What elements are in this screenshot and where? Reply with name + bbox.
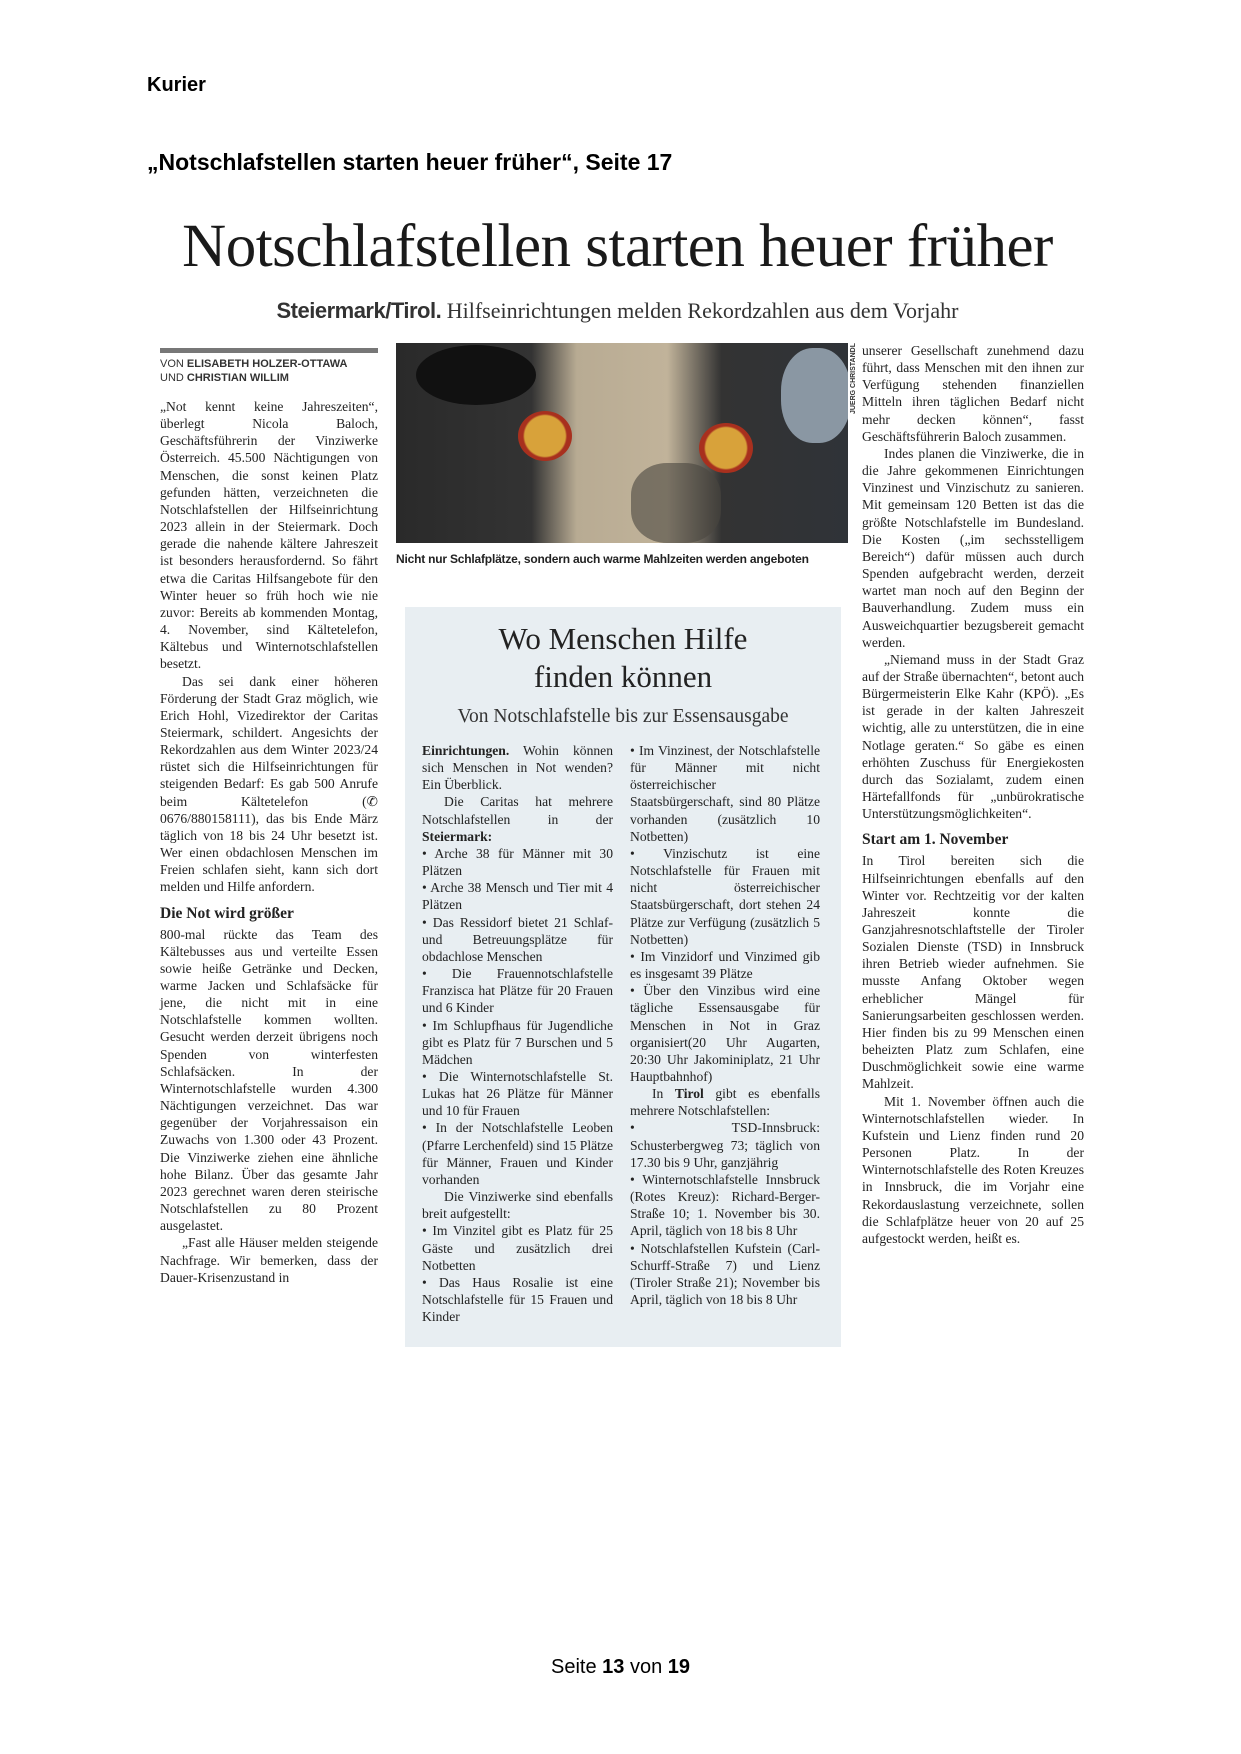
paragraph-text: • Im Vinzidorf und Vinzimed gib es insgesamt 39 Plätze xyxy=(630,948,820,982)
paragraph-text: • Das Haus Rosalie ist eine Notschlafstelle für 15 Frauen und Kinder xyxy=(422,1274,613,1325)
paragraph-text: • Die Winternotschlafstelle St. Lukas hat 26 Plätze für Männer und 10 für Frauen xyxy=(422,1068,613,1119)
photo-caption: Nicht nur Schlafplätze, sondern auch warme Mahlzeiten werden angeboten xyxy=(396,552,809,566)
paragraph xyxy=(422,742,613,793)
paragraph-text: Die Not wird größer xyxy=(160,904,294,922)
byline-und: UND xyxy=(160,372,187,384)
byline-rule xyxy=(160,348,378,353)
footer-page-total: 19 xyxy=(667,1656,690,1678)
infobox-title-line-2: finden können xyxy=(533,659,713,694)
paragraph-text: Das sei dank einer höheren Förderung der Stadt Graz möglich, wie Erich Hohl, Vizedirektor der Caritas Steiermark, schildert. Angesichts der Rekordzahlen aus dem Winter 2023/24 rüstet sich die Hilfseinrichtungen für steigenden Bedarf: Es gab 500 Anrufe beim Kältetelefon (✆ 0676/880158111), das bis Ende März täglich von 18 bis 24 Uhr besetzt ist. Wer einen obdachlosen Menschen im Freien schlafen sieht, kann sich dort melden und Hilfe anfordern. xyxy=(160,673,378,895)
paragraph-text: Indes planen die Vinziwerke, die in die Jahre gekommenen Einrichtungen Vinzinest und Vinzischutz zu sanieren. Mit gemeinsam 120 Betten ist das die größte Notschlafstelle im Bundesland. Die Kosten („im sechsstelligem Bereich“) dafür müssen auch durch Spenden aufgebracht werden, derzeit wartet man noch auf den Beginn der Bauverhandlung. Zudem muss ein Ausweichquartier bezugsbereit gemacht werden. xyxy=(862,445,1084,650)
byline xyxy=(160,357,378,385)
paragraph xyxy=(160,926,378,1235)
paragraph-text: • Über den Vinzibus wird eine tägliche Essensausgabe für Menschen in Not in Graz organisiert(20 Uhr Augarten, 20:30 Uhr Jakominiplatz, 21 Uhr Hauptbahnhof) xyxy=(630,983,820,1084)
infobox-column-right xyxy=(630,742,820,1308)
photo-credit: JUERG CHRISTANDL xyxy=(850,343,857,415)
paragraph-text: Die Vinziwerke sind ebenfalls breit aufgestellt: xyxy=(422,1189,613,1222)
article-headline: Notschlafstellen starten heuer früher xyxy=(182,213,1053,280)
person-hat-right xyxy=(781,348,848,443)
paragraph xyxy=(422,793,613,844)
paragraph-text: In Tirol bereiten sich die Hilfseinrichtungen ebenfalls auf den Winter vor. Rechtzeitig vor der kalten Jahreszeit konnte die Ganzjahresnotschlaftstelle der Tiroler Sozialen Dienste (TSD) in Innsbruck ihren Betrieb wieder aufnehmen. Sie musste Anfang Oktober wegen erheblicher Mängel für Sanierungsarbeiten geschlossen werden. Hier finden bis zu 99 Menschen einen beheizten Platz zum Schlafen, eine Duschmöglichkeit sowie eine warme Mahlzeit. xyxy=(862,853,1084,1092)
paragraph-text: • Im Vinzinest, der Notschlafstelle für Männer mit nicht österreichischer Staatsbürgerschaft, sind 80 Plätze vorhanden (zusätzlich 10 Notbetten) xyxy=(630,743,820,844)
paragraph xyxy=(630,742,820,845)
paragraph xyxy=(630,1119,820,1170)
paragraph xyxy=(630,845,820,948)
paragraph-text: • Das Ressidorf bietet 21 Schlaf- und Betreuungsplätze für obdachlose Menschen xyxy=(422,914,613,964)
soup-bowl-right xyxy=(699,423,753,473)
paragraph-text: In xyxy=(652,1086,675,1102)
paragraph-text: • Die Frauennotschlafstelle Franzisca hat Plätze für 20 Frauen und 6 Kinder xyxy=(422,966,613,1016)
article-photo xyxy=(396,343,848,543)
paragraph xyxy=(422,1068,613,1119)
paragraph-text: „Not kennt keine Jahreszeiten“, überlegt Nicola Baloch, Geschäftsführerin der Vinziwerke Österreich. 45.500 Nächtigungen von Menschen, die sonst keinen Platz gefunden hätten, verzeichneten die Notschlafstellen der Hilfseinrichtung 2023 allein in der Steiermark. Doch gerade die nahende kältere Jahreszeit ist besonders herausfordernd. So fährt etwa die Caritas Hilfsangebote für den Winter heuer so früh hoch wie nie zuvor: Bereits ab kommenden Montag, 4. November, sind Kältetelefon, Kältebus und Winternotschlafstellen besetzt. xyxy=(160,399,378,672)
article-column-3 xyxy=(862,342,1084,1247)
paragraph-text: • TSD-Innsbruck: Schusterbergweg 73; täglich von 17.30 bis 9 Uhr, ganzjährig xyxy=(630,1120,820,1170)
paragraph xyxy=(422,1017,613,1068)
deck-region: Steiermark/Tirol. xyxy=(276,298,442,323)
byline-von: VON xyxy=(160,358,187,370)
footer-middle: von xyxy=(624,1656,668,1678)
paragraph xyxy=(422,845,613,879)
byline-author-2: CHRISTIAN WILLIM xyxy=(186,372,289,384)
article-deck xyxy=(150,298,1085,324)
paragraph-text: „Fast alle Häuser melden steigende Nachfrage. Wir bemerken, dass der Dauer-Krisenzustand in xyxy=(160,1235,378,1285)
paragraph-text: „Niemand muss in der Stadt Graz auf der Straße übernachten“, betont auch Bürgermeisterin Elke Kahr (KPÖ). „Es ist gerade in der kalten Jahreszeit wichtig, alle zu unterstützen, die in eine Notlage geraten.“ So gäbe es einen erhöhten Zuschuss für Energiekosten durch das Sozialamt, zudem einen Härtefallfonds für „unbürokratische Unterstützungsmöglichkeiten“. xyxy=(862,651,1084,822)
publication-name: Kurier xyxy=(147,74,206,96)
paragraph-text: Mit 1. November öffnen auch die Winternotschlafstellen wieder. In Kufstein und Lienz finden rund 20 Personen Platz. In der Winternotschlafstelle des Roten Kreuzes in Innsbruck, die im Vorjahr eine Rekordauslastung verzeichnete, sollen die Schlafplätze heuer von 20 auf 25 aufgestockt werden, heißt es. xyxy=(862,1093,1084,1246)
paragraph-text: 800-mal rückte das Team des Kältebusses aus und verteilte Essen sowie heiße Getränke und Decken, warme Jacken und Schlafsäcke für jene, die nicht mit in eine Notschlafstelle kommen wollten. Gesucht werden derzeit übrigens noch Spenden von winterfesten Schlafsäcken. In der Winternotschlafstelle wurden 4.300 Nächtigungen verzeichnet. Das war gegenüber der Vorjahressaison ein Zuwachs von 1.300 oder 43 Prozent. Die Vinziwerke ziehen eine ähnliche hohe Bilanz. Über das gesamte Jahr 2023 gerechnet waren deren steirische Notschlafstellen zu 80 Prozent ausgelastet. xyxy=(160,926,378,1234)
paragraph xyxy=(422,1274,613,1325)
infobox-title xyxy=(405,620,841,696)
subheading xyxy=(862,830,1084,849)
paragraph xyxy=(422,965,613,1016)
paragraph xyxy=(862,651,1084,823)
paragraph xyxy=(862,342,1084,445)
paragraph-text: unserer Gesellschaft zunehmend dazu führt, dass Menschen mit den ihnen zur Verfügung stehenden finanziellen Mitteln ihren täglichen Bedarf nicht mehr decken können“, fasst Geschäftsführerin Baloch zusammen. xyxy=(862,343,1084,444)
byline-author-1: ELISABETH HOLZER-OTTAWA xyxy=(186,358,348,370)
paragraph xyxy=(862,1093,1084,1247)
paragraph xyxy=(630,1085,820,1119)
paragraph xyxy=(630,948,820,982)
article-reference: „Notschlafstellen starten heuer früher“, Seite 17 xyxy=(147,149,673,175)
paragraph xyxy=(160,673,378,896)
paragraph xyxy=(422,1119,613,1188)
paragraph xyxy=(422,1222,613,1273)
paragraph xyxy=(422,1188,613,1222)
paragraph-text: gibt es ebenfalls mehrere Notschlafstellen: xyxy=(630,1086,820,1119)
paragraph-text: Start am 1. November xyxy=(862,831,1009,849)
person-cap-left xyxy=(416,345,536,405)
paragraph-text: • Notschlafstellen Kufstein (Carl-Schurff-Straße 7) und Lienz (Tiroler Straße 21); November bis April, täglich von 18 bis 8 Uhr xyxy=(630,1240,820,1307)
paragraph-text: • Im Schlupfhaus für Jugendliche gibt es Platz für 7 Burschen und 5 Mädchen xyxy=(422,1017,613,1067)
paragraph xyxy=(160,1234,378,1285)
footer-prefix: Seite xyxy=(550,1656,603,1678)
subheading xyxy=(160,904,378,923)
paragraph xyxy=(422,879,613,913)
paragraph-text: Wohin können sich Menschen in Not wenden? Ein Überblick. xyxy=(422,743,613,793)
paragraph xyxy=(160,398,378,673)
article-column-1 xyxy=(160,398,378,1286)
paragraph xyxy=(422,914,613,965)
page-footer xyxy=(0,1656,1241,1679)
paragraph-text: • Vinzischutz ist eine Notschlafstelle für Frauen mit nicht österreichischer Staatsbürgerschaft, dort stehen 24 Plätze zur Verfügung (zusätzlich 5 Notbetten) xyxy=(630,845,820,947)
paragraph-text: • Im Vinzitel gibt es Platz für 25 Gäste und zusätzlich drei Notbetten xyxy=(422,1223,613,1273)
shadow xyxy=(631,463,721,543)
paragraph-text: • In der Notschlafstelle Leoben (Pfarre Lerchenfeld) sind 15 Plätze für Männer, Frauen und Kinder vorhanden xyxy=(422,1120,613,1187)
infobox-column-left xyxy=(422,742,613,1325)
paragraph xyxy=(862,852,1084,1092)
paragraph-text: • Arche 38 Mensch und Tier mit 4 Plätzen xyxy=(422,880,613,913)
paragraph xyxy=(630,982,820,1085)
paragraph-text: • Winternotschlafstelle Innsbruck (Rotes Kreuz): Richard-Berger-Straße 10; 1. November bis 30. April, täglich von 18 bis 8 Uhr xyxy=(630,1171,820,1239)
infobox-subtitle: Von Notschlafstelle bis zur Essensausgabe xyxy=(457,706,789,727)
region-label: Tirol xyxy=(674,1086,704,1102)
paragraph xyxy=(862,445,1084,651)
infobox-title-line-1: Wo Menschen Hilfe xyxy=(498,621,748,656)
footer-page-number: 13 xyxy=(602,1656,625,1678)
lead-label: Einrichtungen. xyxy=(422,743,510,758)
paragraph-text: Die Caritas hat mehrere Notschlafstellen in der xyxy=(422,794,613,827)
paragraph-text: • Arche 38 für Männer mit 30 Plätzen xyxy=(422,845,613,879)
paragraph xyxy=(630,1171,820,1240)
soup-bowl-left xyxy=(518,411,572,461)
deck-text: Hilfseinrichtungen melden Rekordzahlen aus dem Vorjahr xyxy=(441,298,959,323)
paragraph xyxy=(630,1240,820,1309)
region-label: Steiermark: xyxy=(422,828,493,844)
